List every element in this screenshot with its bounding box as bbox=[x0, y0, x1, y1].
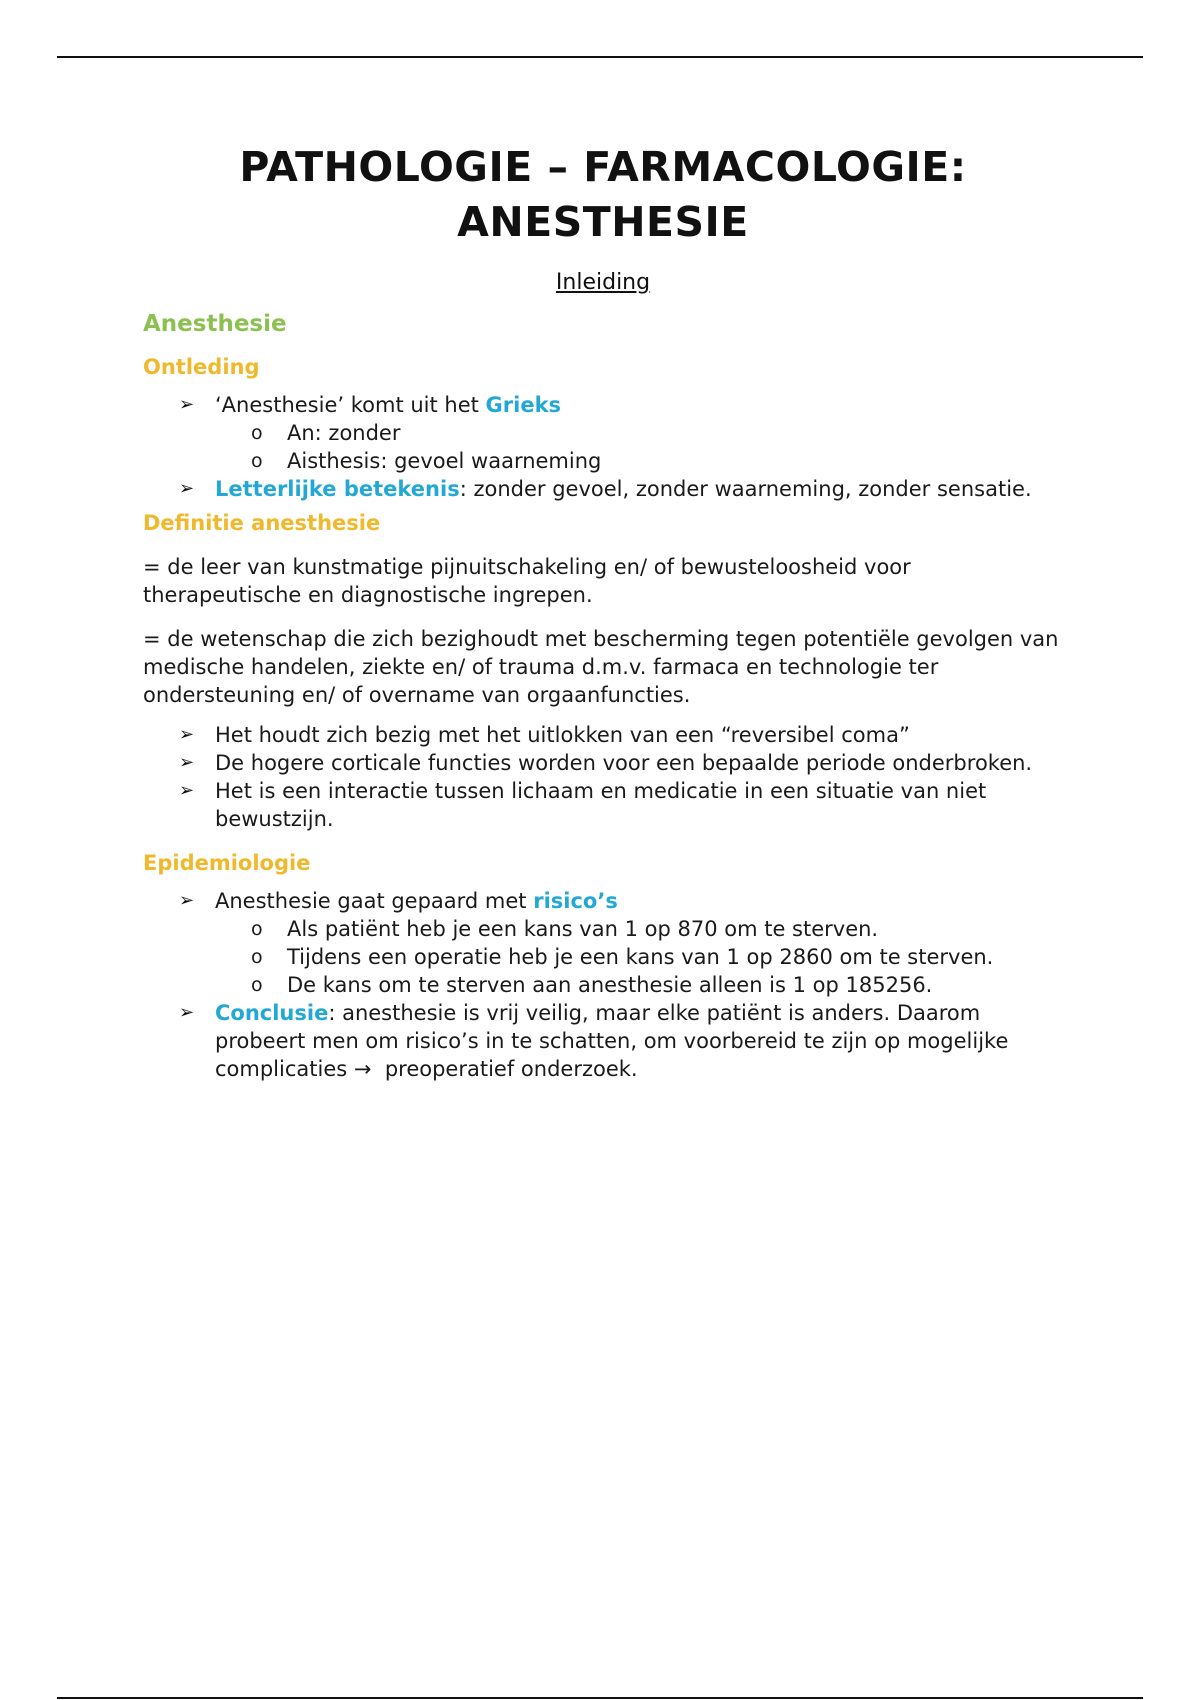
sub-list bbox=[215, 915, 1063, 999]
list-item bbox=[143, 475, 1063, 503]
list-item bbox=[143, 999, 1063, 1083]
document-body bbox=[143, 140, 1063, 1083]
item-text: Anesthesie gaat gepaard met bbox=[215, 889, 534, 913]
sub-list-item bbox=[215, 943, 1063, 971]
subtitle-inleiding: Inleiding bbox=[555, 270, 651, 295]
arrow-bullet-icon: ➢ bbox=[179, 780, 195, 801]
arrow-bullet-icon: ➢ bbox=[179, 478, 195, 499]
highlight-grieks: Grieks bbox=[485, 393, 562, 417]
circle-bullet-icon: o bbox=[251, 918, 263, 940]
list-item bbox=[143, 749, 1063, 777]
item-text-end: preoperatief onderzoek. bbox=[371, 1057, 638, 1081]
sub-list bbox=[215, 419, 1063, 475]
item-text: ‘Anesthesie’ komt uit het bbox=[215, 393, 486, 417]
sub-item-text: De kans om te sterven aan anesthesie alleen is 1 op 185256. bbox=[287, 973, 933, 997]
arrow-bullet-icon: ➢ bbox=[179, 394, 195, 415]
arrow-bullet-icon: ➢ bbox=[179, 724, 195, 745]
title-line-2: ANESTHESIE bbox=[457, 198, 749, 246]
header-rule bbox=[57, 56, 1143, 58]
list-item bbox=[143, 777, 1063, 833]
sub-item-text: An: zonder bbox=[287, 421, 401, 445]
title-line-1: PATHOLOGIE – FARMACOLOGIE: bbox=[239, 143, 967, 191]
heading-epidemiologie: Epidemiologie bbox=[143, 851, 311, 875]
ontleding-list bbox=[143, 391, 1063, 503]
sub-list-item bbox=[215, 419, 1063, 447]
heading-definitie: Definitie anesthesie bbox=[143, 511, 381, 535]
circle-bullet-icon: o bbox=[251, 422, 263, 444]
sub-item-text: Aisthesis: gevoel waarneming bbox=[287, 449, 602, 473]
item-text: : zonder gevoel, zonder waarneming, zonder sensatie. bbox=[459, 477, 1032, 501]
item-text: Het houdt zich bezig met het uitlokken van een “reversibel coma” bbox=[215, 723, 910, 747]
item-text: Het is een interactie tussen lichaam en medicatie in een situatie van niet bewustzijn. bbox=[215, 779, 987, 831]
list-item bbox=[143, 391, 1063, 475]
arrow-bullet-icon: ➢ bbox=[179, 890, 195, 911]
list-item bbox=[143, 887, 1063, 999]
definition-paragraph-2: = de wetenschap die zich bezighoudt met bescherming tegen potentiële gevolgen van medische handelen, ziekte en/ of trauma d.m.v. farmaca en technologie ter ondersteuning en/ of overname van orgaanfuncties. bbox=[143, 627, 1059, 707]
sub-list-item bbox=[215, 447, 1063, 475]
highlight-conclusie: Conclusie bbox=[215, 1001, 329, 1025]
arrow-bullet-icon: ➢ bbox=[179, 752, 195, 773]
definitie-list bbox=[143, 721, 1063, 833]
circle-bullet-icon: o bbox=[251, 974, 263, 996]
footer-rule bbox=[57, 1697, 1143, 1699]
definition-paragraph-1: = de leer van kunstmatige pijnuitschakeling en/ of bewusteloosheid voor therapeutische en diagnostische ingrepen. bbox=[143, 555, 911, 607]
circle-bullet-icon: o bbox=[251, 450, 263, 472]
sub-list-item bbox=[215, 915, 1063, 943]
sub-list-item bbox=[215, 971, 1063, 999]
highlight-risicos: risico’s bbox=[533, 889, 618, 913]
arrow-bullet-icon: ➢ bbox=[179, 1002, 195, 1023]
item-text: De hogere corticale functies worden voor een bepaalde periode onderbroken. bbox=[215, 751, 1033, 775]
highlight-letterlijke-betekenis: Letterlijke betekenis bbox=[215, 477, 460, 501]
right-arrow-icon: → bbox=[353, 1057, 372, 1081]
sub-item-text: Als patiënt heb je een kans van 1 op 870 om te sterven. bbox=[287, 917, 879, 941]
document-title bbox=[143, 140, 1063, 250]
item-text: : anesthesie is vrij veilig, maar elke patiënt is anders. Daarom probeert men om risico’s in te schatten, om voorbereid te zijn op mogelijke complicaties bbox=[215, 1001, 1009, 1081]
epidemiologie-list bbox=[143, 887, 1063, 1083]
list-item bbox=[143, 721, 1063, 749]
heading-ontleding: Ontleding bbox=[143, 355, 260, 379]
sub-item-text: Tijdens een operatie heb je een kans van 1 op 2860 om te sterven. bbox=[287, 945, 994, 969]
heading-anesthesie: Anesthesie bbox=[143, 311, 287, 337]
circle-bullet-icon: o bbox=[251, 946, 263, 968]
